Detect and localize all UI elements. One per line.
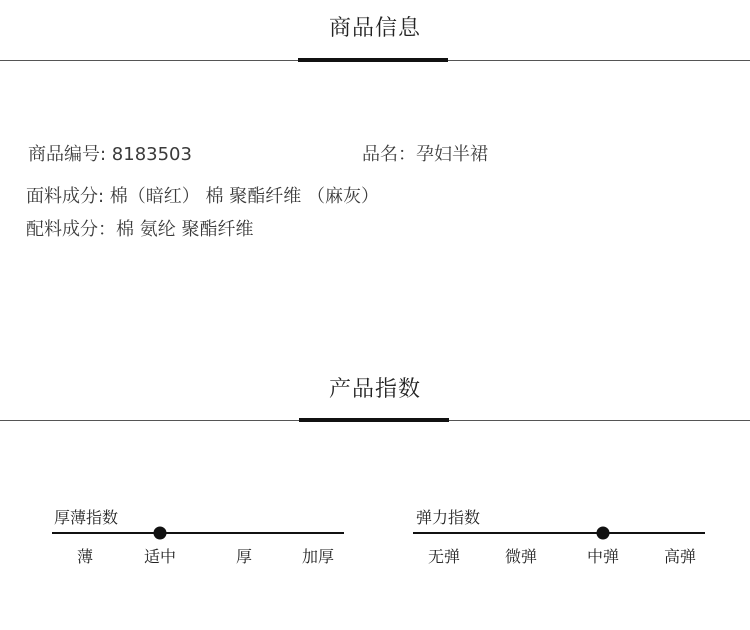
- product-index-heading: 产品指数: [328, 377, 421, 402]
- product-name: 品名：孕妇半裙: [362, 144, 488, 165]
- elasticity-gauge-title: 弹力指数: [416, 508, 481, 527]
- elasticity-gauge-track: [413, 532, 705, 534]
- fabric-composition: 面料成分: 棉（暗红） 棉 聚酯纤维 （麻灰）: [26, 186, 379, 207]
- product-code: 商品编号: 8183503: [28, 144, 192, 165]
- elasticity-gauge-marker: [597, 527, 610, 540]
- elasticity-option-2: 微弹: [504, 547, 538, 566]
- thickness-gauge-track: [52, 532, 344, 534]
- thickness-option-4: 加厚: [301, 547, 335, 566]
- product-info-heading-underline: [298, 58, 448, 62]
- thickness-gauge-marker: [154, 527, 167, 540]
- elasticity-option-3: 中弹: [586, 547, 620, 566]
- thickness-option-1: 薄: [76, 547, 94, 566]
- product-index-heading-underline: [299, 418, 449, 422]
- thickness-gauge-title: 厚薄指数: [54, 508, 119, 527]
- lining-composition: 配料成分：棉 氨纶 聚酯纤维: [26, 219, 254, 240]
- elasticity-option-4: 高弹: [663, 547, 697, 566]
- thickness-option-2: 适中: [143, 547, 177, 566]
- elasticity-option-1: 无弹: [427, 547, 461, 566]
- product-info-heading: 商品信息: [328, 16, 421, 41]
- thickness-option-3: 厚: [235, 547, 253, 566]
